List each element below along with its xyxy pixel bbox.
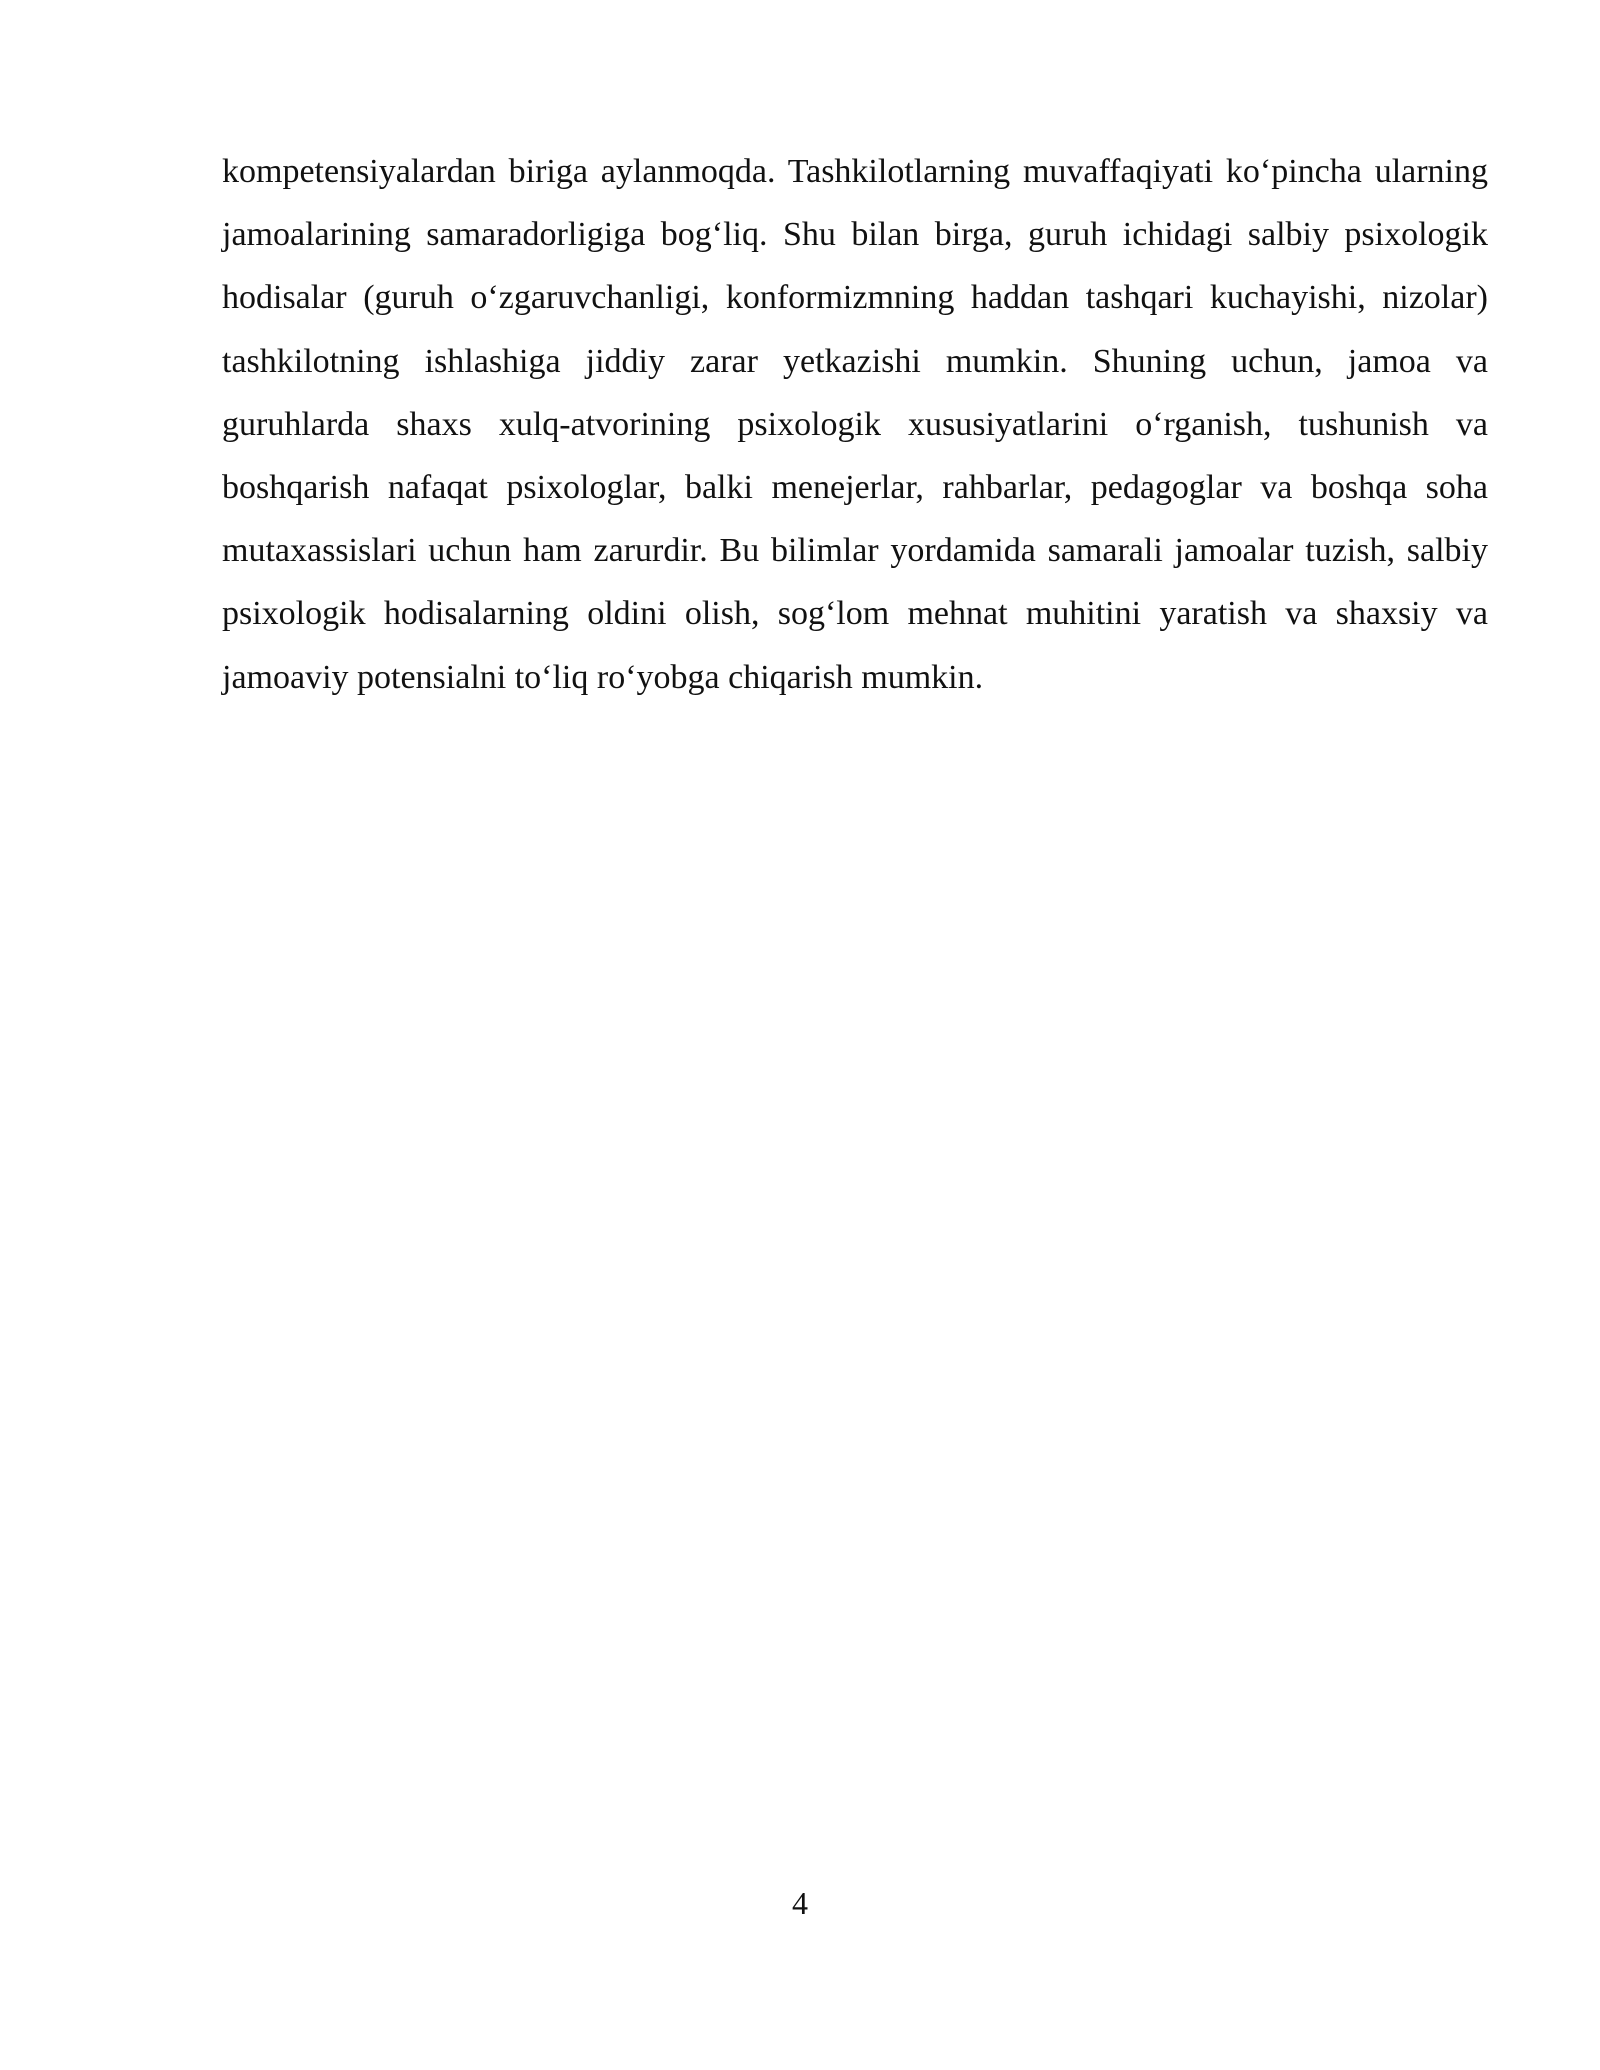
page-number: 4 [792,1885,808,1921]
body-paragraph: kompetensiyalardan biriga aylanmoqda. Tashkilotlarning muvaffaqiyati ko‘pincha ularning jamoalarining samaradorligiga bog‘liq. Shu bilan birga, guruh ichidagi salbiy psixologik hodisalar (guruh o‘zgaruvchanligi, konformizmning haddan tashqari kuchayishi, nizolar) tashkilotning ishlashiga jiddiy zarar yetkazishi mumkin. Shuning uchun, jamoa va guruhlarda shaxs xulq-atvorining psixologik xususiyatlarini o‘rganish, tushunish va boshqarish nafaqat psixologlar, balki menejerlar, rahbarlar, pedagoglar va boshqa soha mutaxassislari uchun ham zarurdir. Bu bilimlar yordamida samarali jamoalar tuzish, salbiy psixologik hodisalarning oldini olish, sog‘lom mehnat muhitini yaratish va shaxsiy va jamoaviy potensialni to‘liq ro‘yobga chiqarish mumkin. [222,153,1488,696]
